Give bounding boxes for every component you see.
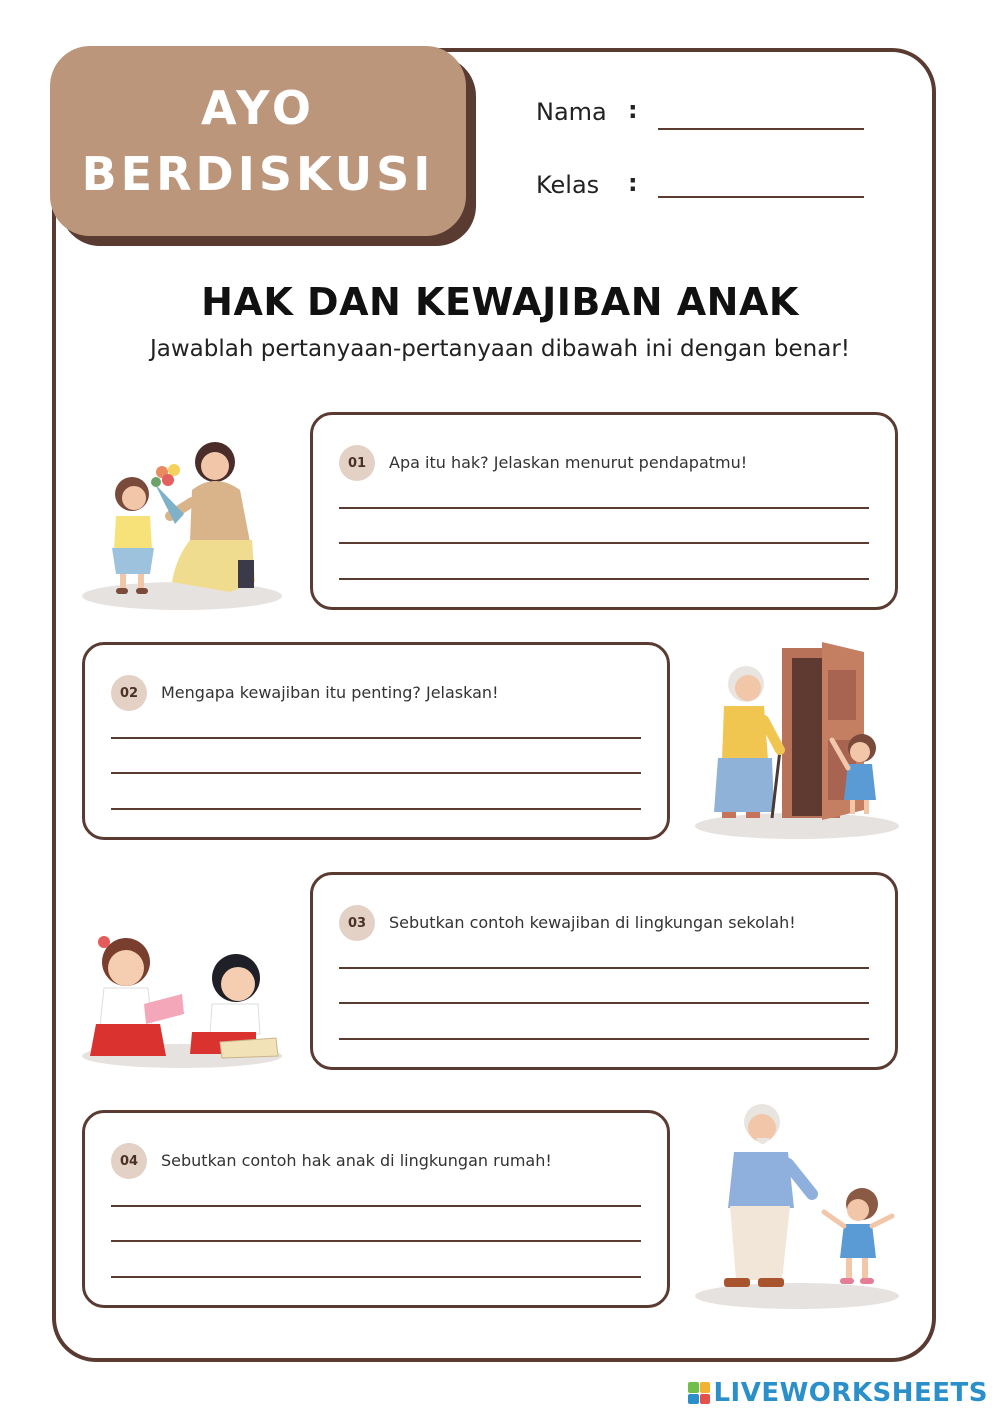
answer-line[interactable]	[111, 737, 641, 739]
badge-line-2: BERDISKUSI	[81, 147, 435, 201]
two-girls-reading-books-icon	[80, 922, 285, 1072]
answer-line[interactable]	[111, 1205, 641, 1207]
title-badge	[50, 46, 466, 236]
question-card-3	[310, 872, 898, 1070]
liveworksheets-footer	[688, 1378, 988, 1408]
answer-line[interactable]	[111, 772, 641, 774]
question-number-badge: 04	[111, 1143, 147, 1179]
question-number-badge: 02	[111, 675, 147, 711]
question-text: Apa itu hak? Jelaskan menurut pendapatmu!	[389, 453, 748, 472]
answer-line[interactable]	[339, 1038, 869, 1040]
liveworksheets-logo-icon	[688, 1382, 710, 1404]
name-colon: :	[628, 96, 638, 124]
answer-line[interactable]	[339, 542, 869, 544]
answer-line[interactable]	[339, 1002, 869, 1004]
grandfather-and-girl-icon	[694, 1098, 900, 1312]
answer-line[interactable]	[111, 808, 641, 810]
page-title: HAK DAN KEWAJIBAN ANAK	[201, 280, 799, 324]
answer-line[interactable]	[111, 1276, 641, 1278]
class-label: Kelas	[536, 171, 600, 199]
answer-line[interactable]	[339, 967, 869, 969]
liveworksheets-brand[interactable]: LIVEWORKSHEETS	[713, 1378, 988, 1408]
answer-line[interactable]	[111, 1240, 641, 1242]
question-text: Sebutkan contoh hak anak di lingkungan rumah!	[161, 1151, 552, 1170]
question-number-badge: 03	[339, 905, 375, 941]
girl-giving-flowers-to-teacher-icon	[80, 432, 285, 612]
name-input-line[interactable]	[658, 128, 864, 130]
class-colon: :	[628, 169, 638, 197]
grandmother-and-girl-at-door-icon	[694, 640, 900, 840]
answer-line[interactable]	[339, 507, 869, 509]
question-text: Mengapa kewajiban itu penting? Jelaskan!	[161, 683, 499, 702]
question-card-4	[82, 1110, 670, 1308]
question-text: Sebutkan contoh kewajiban di lingkungan sekolah!	[389, 913, 796, 932]
class-input-line[interactable]	[658, 196, 864, 198]
name-label: Nama	[536, 98, 607, 126]
page-subtitle: Jawablah pertanyaan-pertanyaan dibawah ini dengan benar!	[149, 336, 851, 362]
answer-line[interactable]	[339, 578, 869, 580]
badge-line-1: AYO	[201, 81, 315, 135]
question-number-badge: 01	[339, 445, 375, 481]
question-card-2	[82, 642, 670, 840]
question-card-1	[310, 412, 898, 610]
